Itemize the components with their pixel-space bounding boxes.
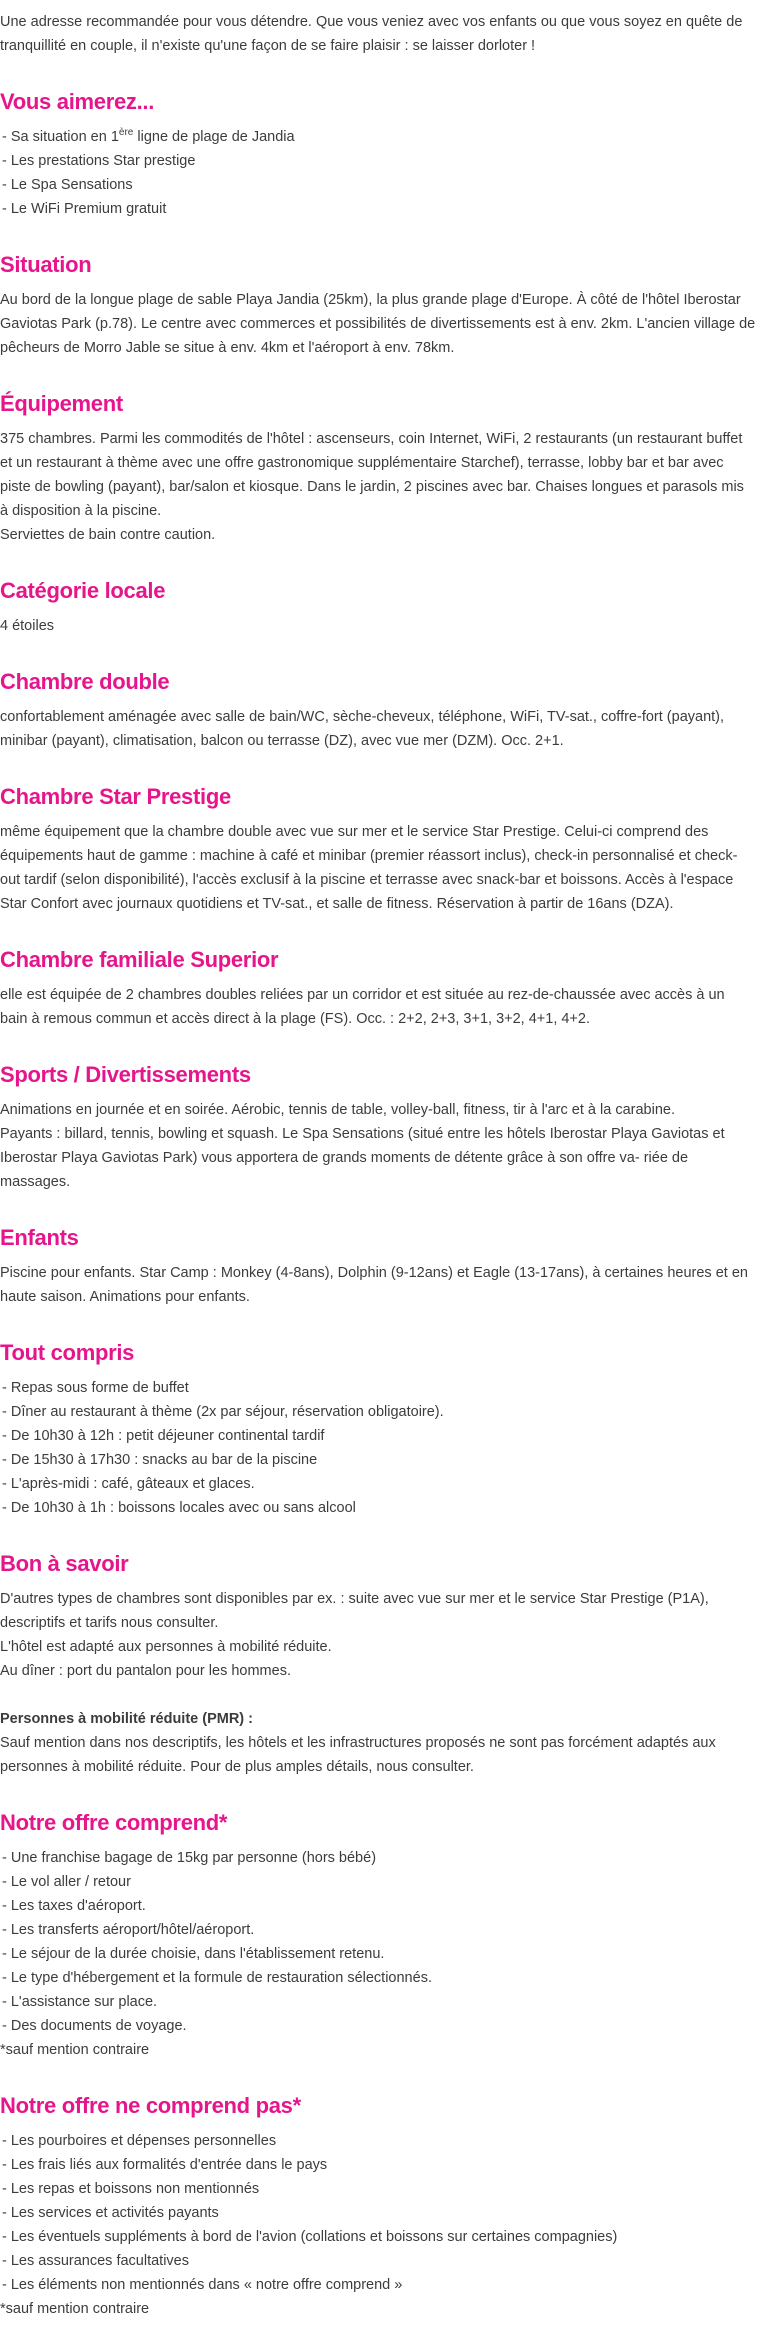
list-item: - Les taxes d'aéroport. [2,1898,146,1914]
intro-text: Une adresse recommandée pour vous détendre. Que vous veniez avec vos enfants ou que vous soyez en quête de tranquillité en couple, il n'existe qu'une façon de se faire plaisir : se laisser dorloter ! [0,14,743,54]
list-item: - Le WiFi Premium gratuit [2,201,167,217]
list-item: - De 10h30 à 1h : boissons locales avec ou sans alcool [2,1500,356,1516]
section-title: Chambre double [0,669,170,694]
list-item: - De 15h30 à 17h30 : snacks au bar de la piscine [2,1452,318,1468]
aimerez-list [0,125,756,221]
list-item: - Des documents de voyage. [2,2018,187,2034]
list-item: - Le vol aller / retour [2,1874,131,1890]
section-text: D'autres types de chambres sont disponibles par ex. : suite avec vue sur mer et le service Star Prestige (P1A), descriptifs et tarifs nous consulter. [0,1591,709,1631]
list-item: - Le Spa Sensations [2,177,133,193]
offre-list [0,1846,756,2038]
section-text: Au bord de la longue plage de sable Playa Jandia (25km), la plus grande plage d'Europe. À côté de l'hôtel Iberostar Gaviotas Park (p.78). Le centre avec commerces et possibilités de divertissements est à env. 2km. L'ancien village de pêcheurs de Morro Jable se situe à env. 4km et l'aéroport à env. 78km. [0,292,756,356]
section-title: Bon à savoir [0,1551,129,1576]
list-item: - L'assistance sur place. [2,1994,158,2010]
section-text: Au dîner : port du pantalon pour les hommes. [0,1663,291,1679]
section-situation [0,252,756,360]
list-item: - Repas sous forme de buffet [2,1380,189,1396]
section-title: Enfants [0,1225,79,1250]
list-item: - Les frais liés aux formalités d'entrée dans le pays [2,2157,328,2173]
list-item: - Une franchise bagage de 15kg par personne (hors bébé) [2,1850,377,1866]
footnote: *sauf mention contraire [0,2301,150,2317]
section-title: Sports / Divertissements [0,1062,251,1087]
pmr-title: Personnes à mobilité réduite (PMR) : [0,1711,253,1727]
section-title: Chambre Star Prestige [0,784,231,809]
section-title: Notre offre ne comprend pas* [0,2093,301,2118]
list-item: - Les éventuels suppléments à bord de l'avion (collations et boissons sur certaines compagnies) [2,2229,618,2245]
list-item: - De 10h30 à 12h : petit déjeuner continental tardif [2,1428,325,1444]
list-item: - Les prestations Star prestige [2,153,196,169]
section-chambre-double [0,669,756,753]
section-title: Notre offre comprend* [0,1810,228,1835]
list-item: - Sa situation en 1ère ligne de plage de Jandia [2,127,295,145]
section-text: confortablement aménagée avec salle de bain/WC, sèche-cheveux, téléphone, WiFi, TV-sat., coffre-fort (payant), minibar (payant), climatisation, balcon ou terrasse (DZ), avec vue mer (DZM). Occ. 2+1. [0,709,725,749]
section-sports [0,1062,756,1194]
section-enfants [0,1225,756,1309]
list-item: - Les services et activités payants [2,2205,219,2221]
section-text: elle est équipée de 2 chambres doubles reliées par un corridor et est située au rez-de-chaussée avec accès à un bain à remous commun et accès direct à la plage (FS). Occ. : 2+2, 2+3, 3+1, 3+2, 4+1, 4+2. [0,987,725,1027]
section-title: Chambre familiale Superior [0,947,279,972]
section-offre-comprend [0,1810,756,2062]
list-item: - Les éléments non mentionnés dans « notre offre comprend » [2,2277,403,2293]
section-tout-compris [0,1340,756,1520]
list-item: - Les assurances facultatives [2,2253,189,2269]
section-text: Piscine pour enfants. Star Camp : Monkey (4-8ans), Dolphin (9-12ans) et Eagle (13-17ans), à certaines heures et en haute saison. Animations pour enfants. [0,1265,748,1305]
list-item: - L'après-midi : café, gâteaux et glaces. [2,1476,255,1492]
list-item: - Le séjour de la durée choisie, dans l'établissement retenu. [2,1946,385,1962]
section-text: même équipement que la chambre double avec vue sur mer et le service Star Prestige. Celui-ci comprend des équipements haut de gamme : machine à café et minibar (premier réassort inclus), check-in personnalisé et check-out tardif (selon disponibilité), l'accès exclusif à la piscine et terrasse avec snack-bar et boissons. Accès à l'espace Star Confort avec journaux quotidiens et TV-sat., et salle de fitness. Réservation à partir de 16ans (DZA). [0,824,738,912]
section-text: 375 chambres. Parmi les commodités de l'hôtel : ascenseurs, coin Internet, WiFi, 2 restaurants (un restaurant buffet et un restaurant à thème avec une offre gastronomique supplémentaire Starchef), terrasse, lobby bar et bar avec piste de bowling (payant), bar/salon et kiosque. Dans le jardin, 2 piscines avec bar. Chaises longues et parasols mis à disposition à la piscine. [0,431,744,519]
list-item: - Les repas et boissons non mentionnés [2,2181,260,2197]
footnote: *sauf mention contraire [0,2042,150,2058]
pmr-text: Sauf mention dans nos descriptifs, les hôtels et les infrastructures proposés ne sont pas forcément adaptés aux personnes à mobilité réduite. Pour de plus amples détails, nous consulter. [0,1735,716,1775]
section-aimerez [0,89,756,221]
section-title: Catégorie locale [0,578,166,603]
spacer [0,1683,756,1707]
section-text: 4 étoiles [0,618,55,634]
section-text: Serviettes de bain contre caution. [0,527,216,543]
section-title: Situation [0,252,92,277]
list-item: - Les pourboires et dépenses personnelles [2,2133,277,2149]
offre-pas-list [0,2129,756,2297]
section-familiale [0,947,756,1031]
section-text: L'hôtel est adapté aux personnes à mobilité réduite. [0,1639,332,1655]
section-equipement [0,391,756,547]
list-item: - Le type d'hébergement et la formule de restauration sélectionnés. [2,1970,432,1986]
list-item: - Dîner au restaurant à thème (2x par séjour, réservation obligatoire). [2,1404,444,1420]
section-title: Vous aimerez... [0,89,155,114]
section-title: Équipement [0,391,123,416]
section-title: Tout compris [0,1340,135,1365]
section-offre-ne-comprend-pas [0,2093,756,2321]
section-text: Animations en journée et en soirée. Aérobic, tennis de table, volley-ball, fitness, tir à l'arc et à la carabine. [0,1102,675,1118]
section-text: Payants : billard, tennis, bowling et squash. Le Spa Sensations (situé entre les hôtels Iberostar Playa Gaviotas et Iberostar Playa Gaviotas Park) vous apportera de grands moments de détente grâce à son offre va- riée de massages. [0,1126,725,1190]
compris-list [0,1376,756,1520]
section-bon-a-savoir [0,1551,756,1779]
section-star-prestige [0,784,756,916]
list-item: - Les transferts aéroport/hôtel/aéroport. [2,1922,255,1938]
section-categorie [0,578,756,638]
